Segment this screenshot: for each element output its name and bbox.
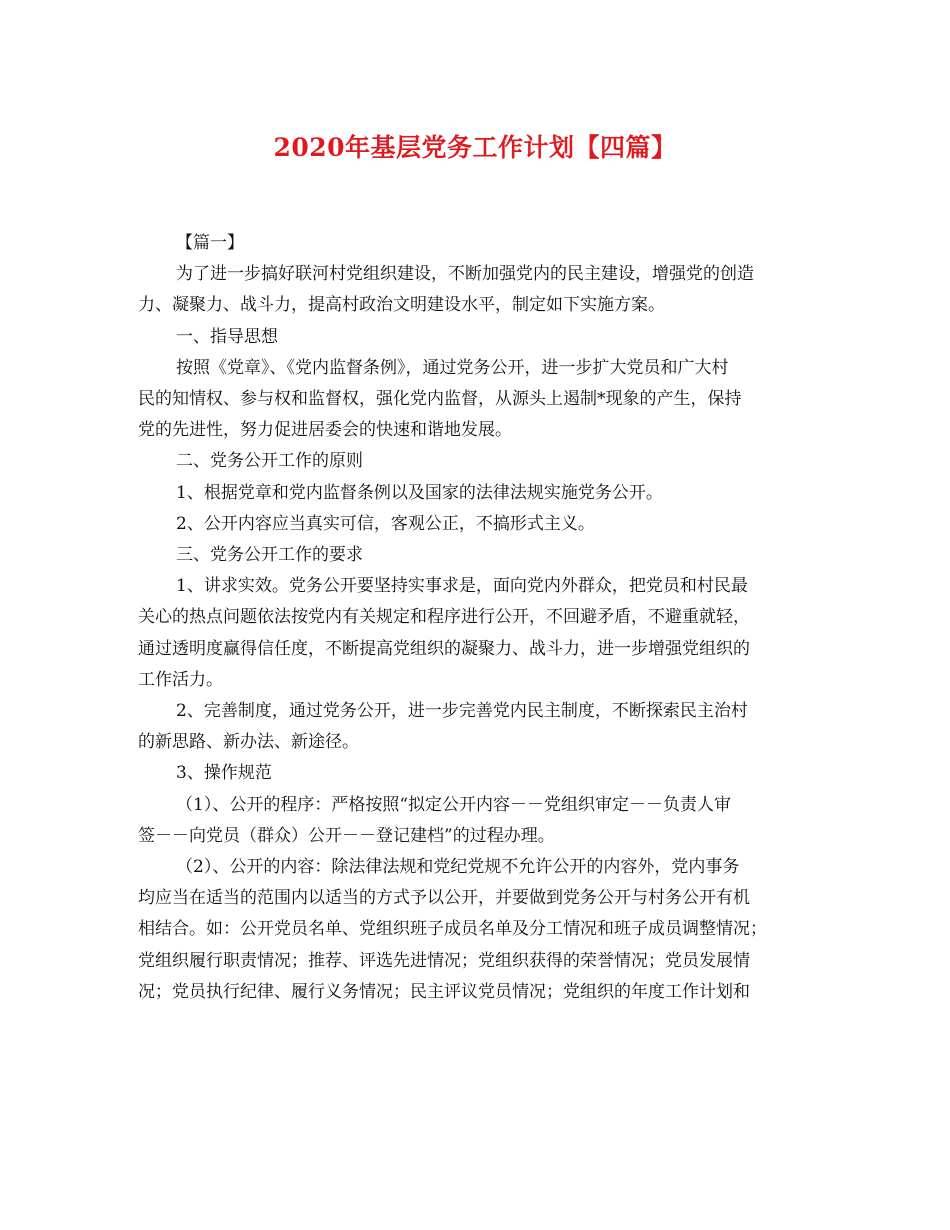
- text-line: 三、党务公开工作的要求: [176, 545, 363, 566]
- text-line: 二、党务公开工作的原则: [176, 451, 363, 472]
- text-line: 力、凝聚力、战斗力，提高村政治文明建设水平，制定如下实施方案。: [138, 295, 665, 316]
- text-line: 关心的热点问题依法按党内有关规定和程序进行公开，不回避矛盾，不避重就轻，: [138, 607, 750, 628]
- text-line: 为了进一步搞好联河村党组织建设，不断加强党内的民主建设，增强党的创造: [176, 264, 754, 285]
- document-title: 2020年基层党务工作计划【四篇】: [273, 133, 677, 162]
- text-line: 一、指导思想: [176, 326, 278, 347]
- text-line: 民的知情权、参与权和监督权，强化党内监督，从源头上遏制*现象的产生，保持: [138, 389, 742, 410]
- text-line: 按照《党章》、《党内监督条例》，通过党务公开，进一步扩大党员和广大村: [176, 357, 729, 378]
- text-line: 2、完善制度，通过党务公开，进一步完善党内民主制度，不断探索民主治村: [176, 701, 748, 722]
- text-line: 相结合。如：公开党员名单、党组织班子成员名单及分工情况和班子成员调整情况；: [138, 919, 767, 940]
- text-line: 党组织履行职责情况；推荐、评选先进情况；党组织获得的荣誉情况；党员发展情: [138, 950, 750, 971]
- text-line: 2、公开内容应当真实可信，客观公正，不搞形式主义。: [176, 513, 595, 534]
- text-line: 况；党员执行纪律、履行义务情况；民主评议党员情况；党组织的年度工作计划和: [138, 981, 750, 1002]
- document-body: [138, 228, 814, 1008]
- text-line: 的新思路、新办法、新途径。: [138, 732, 359, 753]
- text-line: 党的先进性，努力促进居委会的快速和谐地发展。: [138, 420, 512, 441]
- text-line: 1、根据党章和党内监督条例以及国家的法律法规实施党务公开。: [176, 482, 663, 503]
- text-line: 【篇一】: [176, 233, 244, 253]
- text-line: 均应当在适当的范围内以适当的方式予以公开，并要做到党务公开与村务公开有机: [138, 888, 750, 909]
- text-line: （2）、公开的内容：除法律法规和党纪党规不允许公开的内容外，党内事务: [176, 857, 740, 878]
- text-line: 签－－向党员（群众）公开－－登记建档”的过程办理。: [138, 825, 555, 846]
- text-line: 1、讲求实效。党务公开要坚持实事求是，面向党内外群众，把党员和村民最: [176, 576, 748, 597]
- text-line: 工作活力。: [138, 669, 223, 690]
- text-line: 通过透明度赢得信任度，不断提高党组织的凝聚力、战斗力，进一步增强党组织的: [138, 638, 750, 659]
- text-line: 3、操作规范: [176, 763, 272, 784]
- text-line: （1）、公开的程序：严格按照“拟定公开内容－－党组织审定－－负责人审: [176, 794, 732, 815]
